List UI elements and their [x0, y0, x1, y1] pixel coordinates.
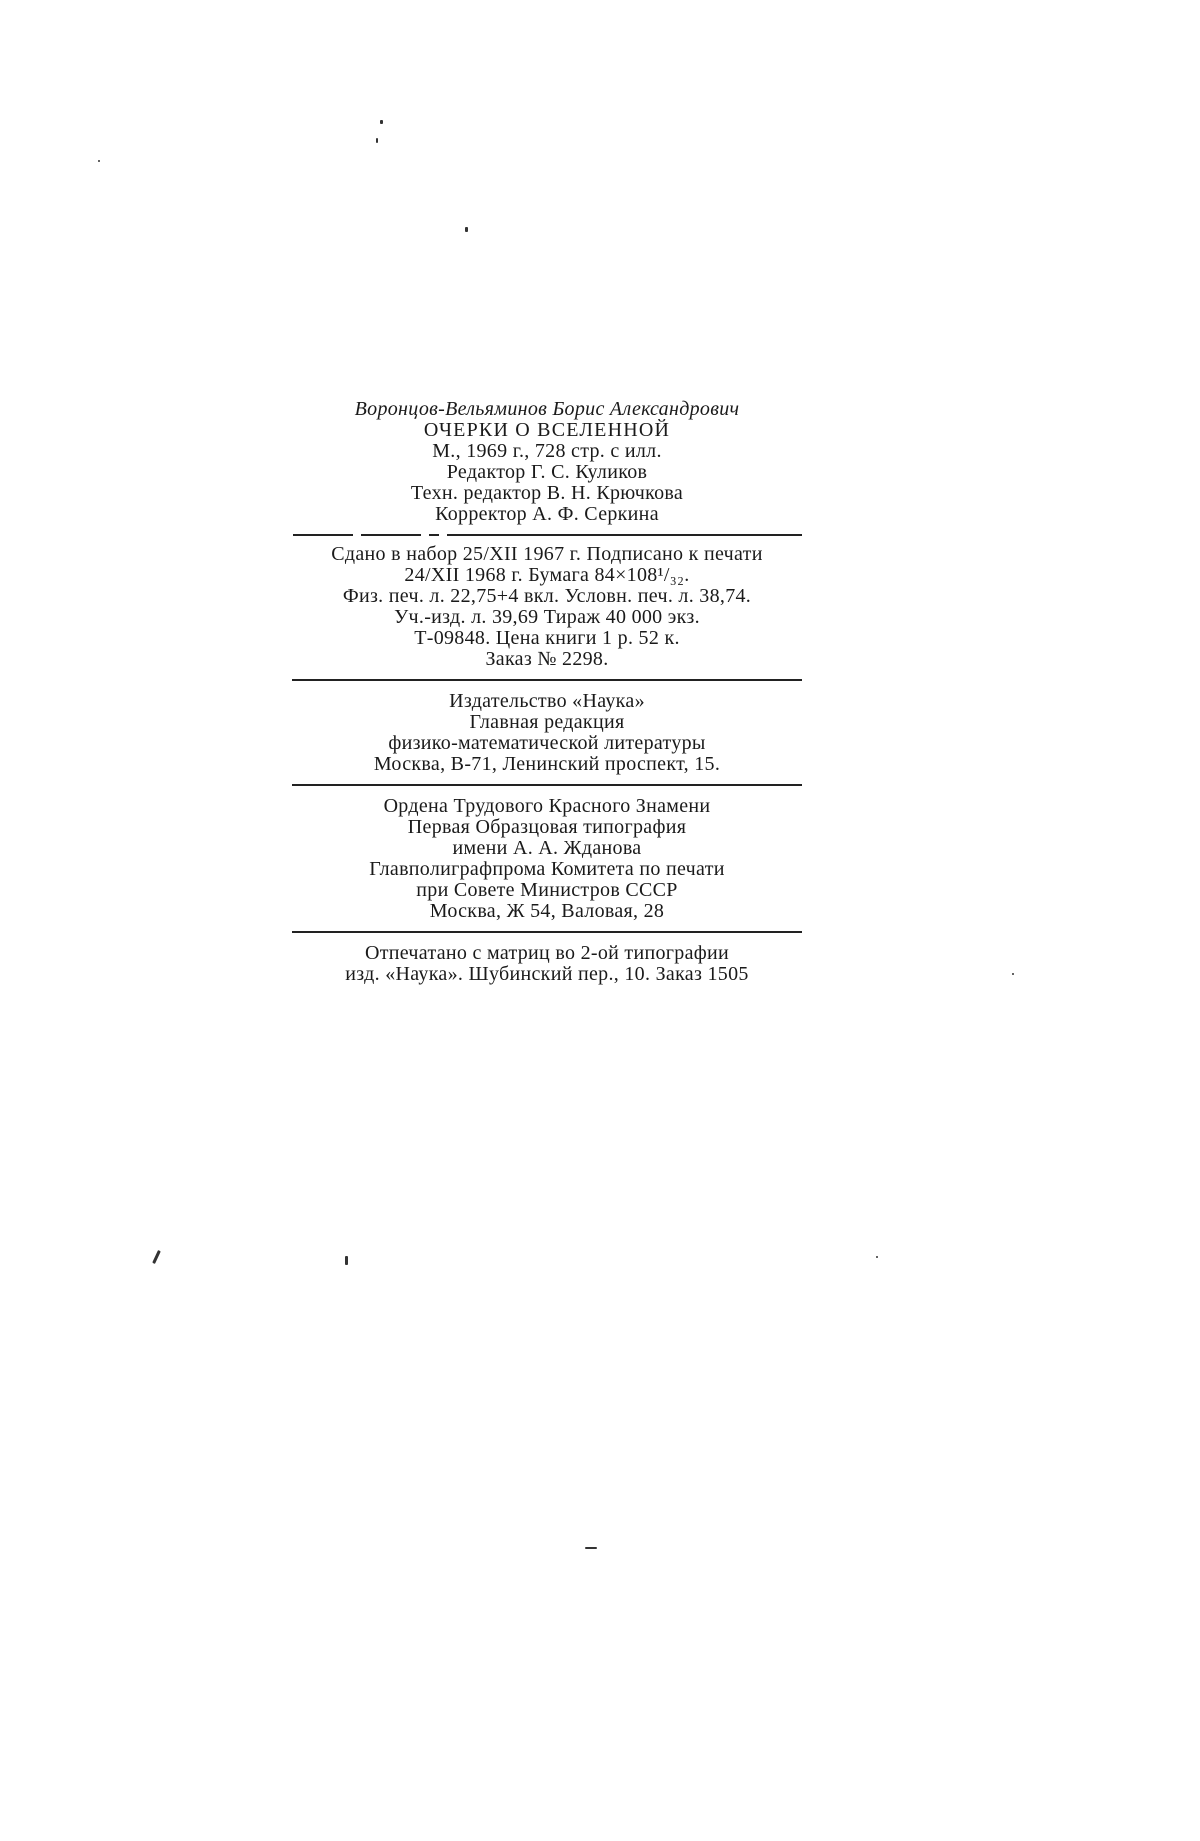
scan-speck — [585, 1547, 597, 1549]
reprint-block — [250, 943, 844, 985]
proofreader-line: Корректор А. Ф. Серкина — [435, 503, 659, 525]
print-data-block — [250, 544, 844, 670]
print-data-line: Заказ № 2298. — [485, 648, 609, 670]
print-data-line: Уч.-изд. л. 39,69 Тираж 40 000 экз. — [394, 606, 700, 628]
scan-speck — [98, 160, 100, 162]
publication-line: М., 1969 г., 728 стр. с илл. — [432, 440, 662, 462]
imprint-block — [250, 399, 844, 525]
author-name: Воронцов-Вельяминов Борис Александрович — [354, 398, 740, 420]
print-data-line: 24/XII 1968 г. Бумага 84×108¹/₃₂. — [404, 564, 690, 586]
reprint-line: Отпечатано с матриц во 2-ой типографии — [364, 942, 730, 964]
editor-line: Редактор Г. С. Куликов — [446, 461, 648, 483]
printer-line: при Совете Министров СССР — [416, 879, 678, 901]
divider — [292, 931, 802, 933]
publisher-line: Москва, В-71, Ленинский проспект, 15. — [373, 753, 721, 775]
scan-speck — [1012, 973, 1014, 975]
colophon — [250, 395, 844, 985]
publisher-line: Издательство «Наука» — [449, 690, 645, 712]
divider — [292, 784, 802, 786]
scan-speck — [876, 1256, 878, 1258]
scan-speck — [345, 1256, 348, 1265]
scan-speck — [376, 138, 378, 143]
publisher-line: Главная редакция — [469, 711, 625, 733]
scan-speck — [380, 120, 383, 124]
tech-editor-line: Техн. редактор В. Н. Крючкова — [410, 482, 684, 504]
print-data-line: Физ. печ. л. 22,75+4 вкл. Условн. печ. л. 38,74. — [342, 585, 752, 607]
printer-line: Ордена Трудового Красного Знамени — [383, 795, 711, 817]
printer-line: Главполиграфпрома Комитета по печати — [369, 858, 725, 880]
book-title: ОЧЕРКИ О ВСЕЛЕННОЙ — [423, 419, 671, 441]
print-data-line: Т-09848. Цена книги 1 р. 52 к. — [414, 627, 680, 649]
printer-line: Первая Образцовая типография — [407, 816, 687, 838]
publisher-line: физико-математической литературы — [388, 732, 706, 754]
printer-line: Москва, Ж 54, Валовая, 28 — [429, 900, 665, 922]
reprint-line: изд. «Наука». Шубинский пер., 10. Заказ 1505 — [345, 963, 749, 985]
printer-line: имени А. А. Жданова — [452, 837, 642, 859]
divider — [292, 679, 802, 681]
printer-block — [250, 796, 844, 922]
print-data-line: Сдано в набор 25/XII 1967 г. Подписано к печати — [331, 543, 763, 565]
scan-speck — [465, 227, 468, 232]
scan-speck — [152, 1250, 161, 1264]
publisher-block — [250, 691, 844, 775]
